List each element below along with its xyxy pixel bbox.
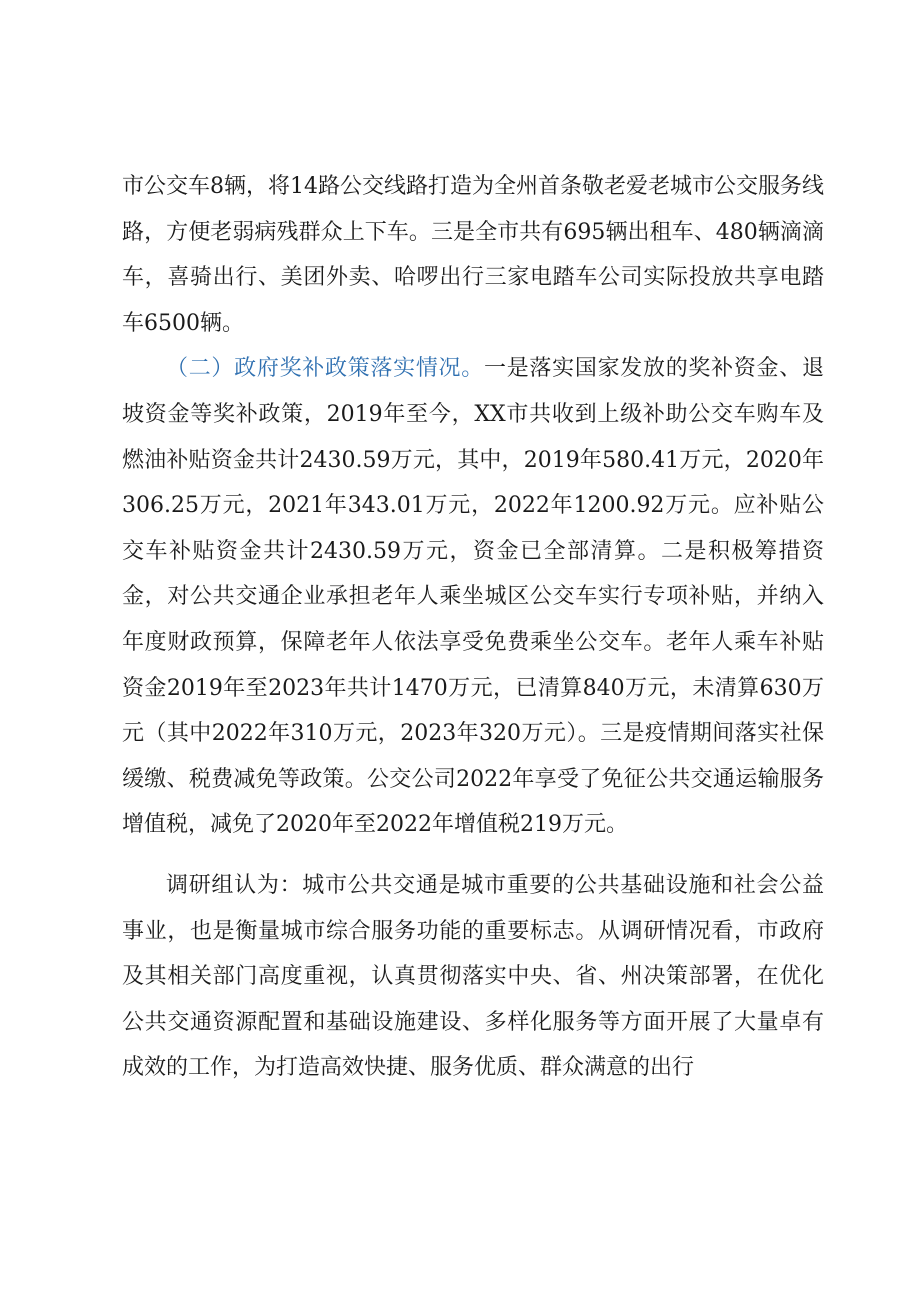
- paragraph-conclusion: 调研组认为：城市公共交通是城市重要的公共基础设施和社会公益事业，也是衡量城市综合服务功能的重要标志。从调研情况看，市政府及其相关部门高度重视，认真贯彻落实中央、省、州决策部署，在优化公共交通资源配置和基础设施建设、多样化服务等方面开展了大量卓有成效的工作，为打造高效快捷、服务优质、群众满意的出行: [122, 872, 824, 1081]
- document-body: [122, 164, 824, 1091]
- section-body: 一是落实国家发放的奖补资金、退坡资金等奖补政策，2019年至今，XX市共收到上级补助公交车购车及燃油补贴资金共计2430.59万元，其中，2019年580.41万元，2020年306.25万元，2021年343.01万元，2022年1200.92万元。应补贴公交车补贴资金共计2430.59万元，资金已全部清算。二是积极筹措资金，对公共交通企业承担老年人乘坐城区公交车实行专项补贴，并纳入年度财政预算，保障老年人依法享受免费乘坐公交车。老年人乘车补贴资金2019年至2023年共计1470万元，已清算840万元，未清算630万元（其中2022年310万元，2023年320万元）。三是疫情期间落实社保缓缴、税费减免等政策。公交公司2022年享受了免征公共交通运输服务增值税，减免了2020年至2022年增值税219万元。: [122, 356, 824, 838]
- paragraph-continuation: 市公交车8辆，将14路公交线路打造为全州首条敬老爱老城市公交服务线路，方便老弱病残群众上下车。三是全市共有695辆出租车、480辆滴滴车，喜骑出行、美团外卖、哈啰出行三家电踏车公司实际投放共享电踏车6500辆。: [122, 174, 824, 336]
- section-heading: （二）政府奖补政策落实情况。: [166, 356, 484, 382]
- paragraph-subsidy-policy: [122, 346, 824, 848]
